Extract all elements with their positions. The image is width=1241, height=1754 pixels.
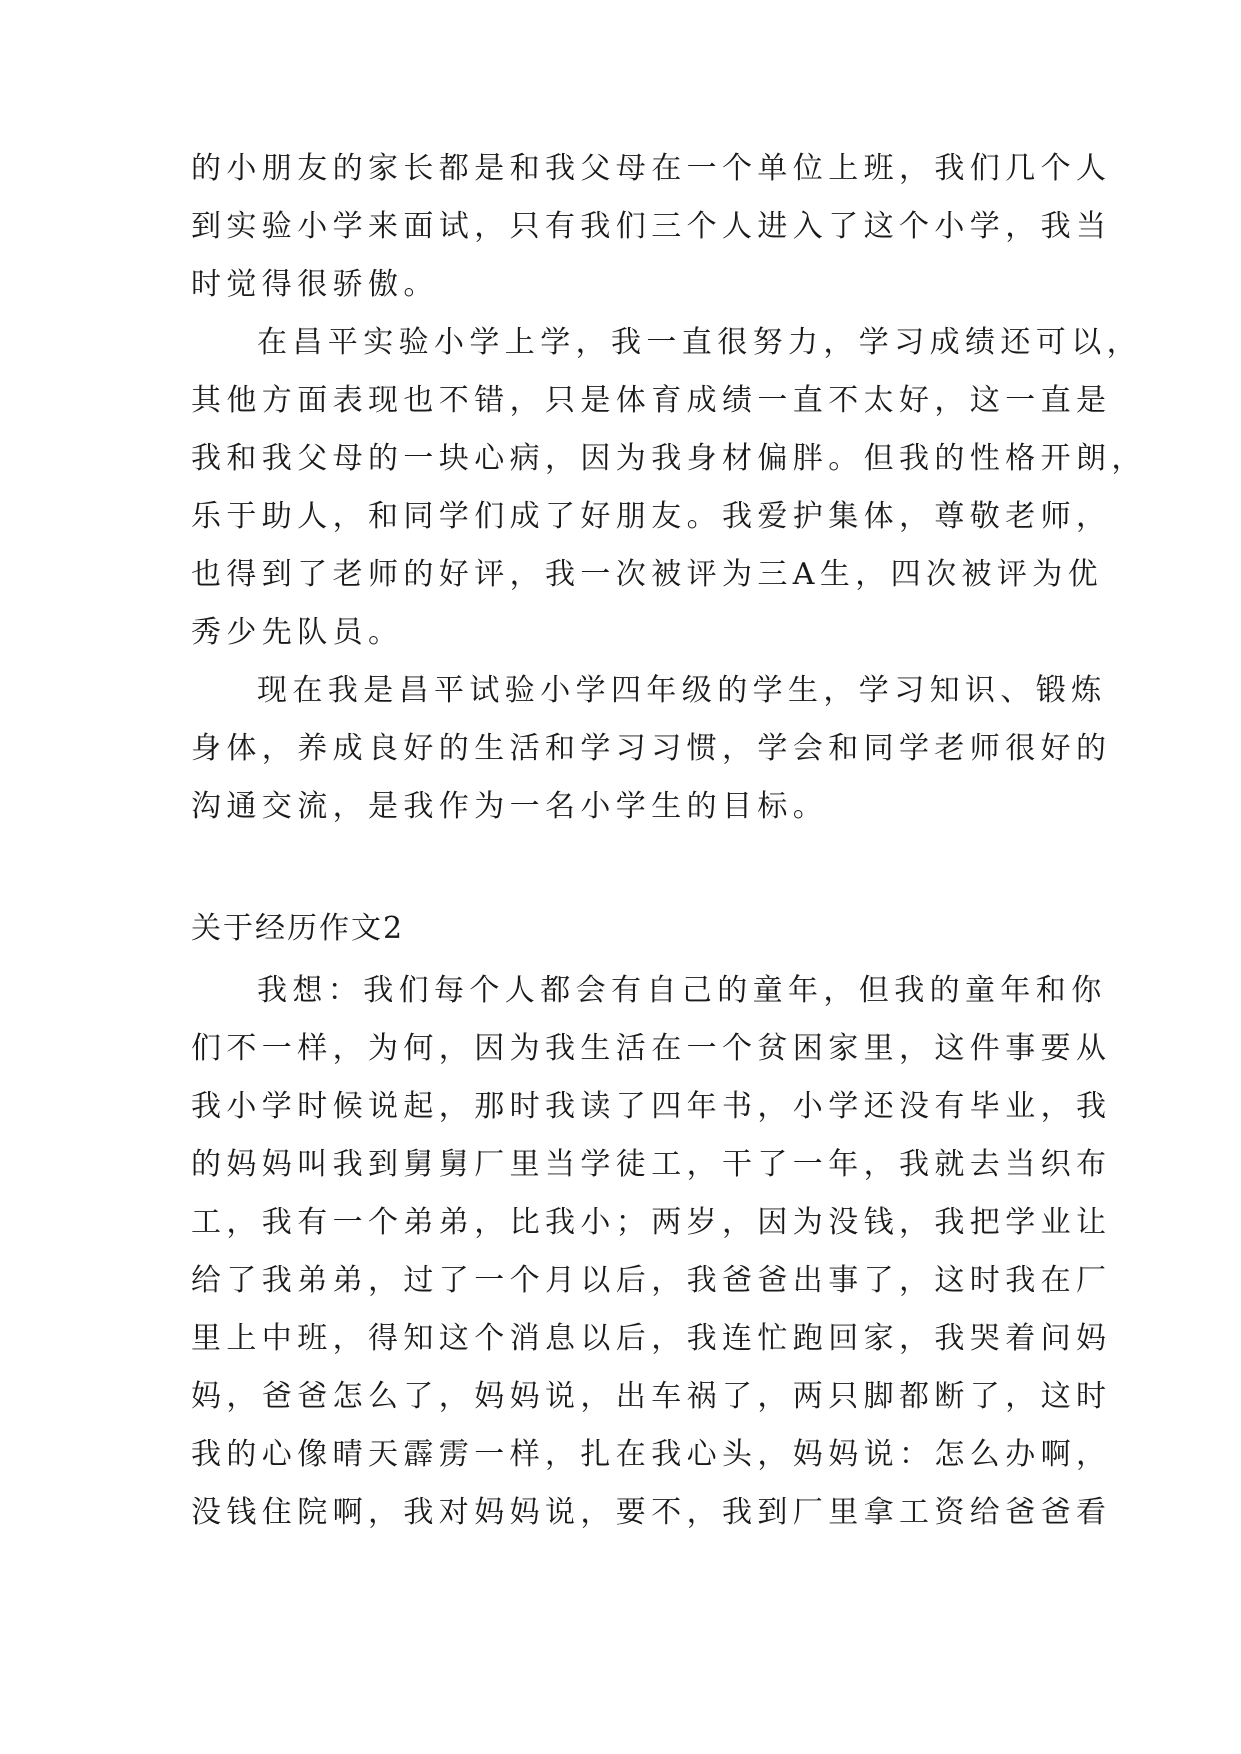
paragraph-first-line: 在昌平实验小学上学，我一直很努力，学习成绩还可以， xyxy=(257,325,1142,360)
text-line: 其他方面表现也不错，只是体育成绩一直不太好，这一直是 xyxy=(191,383,1112,418)
text-line: 时觉得很骄傲。 xyxy=(191,267,439,302)
text-line: 身体，养成良好的生活和学习习惯，学会和同学老师很好的 xyxy=(191,731,1112,766)
text-line: 我和我父母的一块心病，因为我身材偏胖。但我的性格开朗， xyxy=(191,441,1147,476)
paragraph-first-line: 我想：我们每个人都会有自己的童年，但我的童年和你 xyxy=(257,973,1107,1008)
text-line: 的小朋友的家长都是和我父母在一个单位上班，我们几个人 xyxy=(191,151,1112,186)
text-line: 没钱住院啊，我对妈妈说，要不，我到厂里拿工资给爸爸看 xyxy=(191,1495,1112,1530)
text-line: 给了我弟弟，过了一个月以后，我爸爸出事了，这时我在厂 xyxy=(191,1263,1112,1298)
section-heading: 关于经历作文2 xyxy=(191,911,405,946)
text-line: 的妈妈叫我到舅舅厂里当学徒工，干了一年，我就去当织布 xyxy=(191,1147,1112,1182)
text-line: 里上中班，得知这个消息以后，我连忙跑回家，我哭着问妈 xyxy=(191,1321,1112,1356)
text-line: 工，我有一个弟弟，比我小；两岁，因为没钱，我把学业让 xyxy=(191,1205,1112,1240)
text-line: 沟通交流，是我作为一名小学生的目标。 xyxy=(191,789,829,824)
text-line: 我的心像晴天霹雳一样，扎在我心头，妈妈说：怎么办啊， xyxy=(191,1437,1112,1472)
text-line: 妈，爸爸怎么了，妈妈说，出车祸了，两只脚都断了，这时 xyxy=(191,1379,1112,1414)
text-line: 们不一样，为何，因为我生活在一个贫困家里，这件事要从 xyxy=(191,1031,1112,1066)
text-line: 到实验小学来面试，只有我们三个人进入了这个小学，我当 xyxy=(191,209,1112,244)
text-line: 也得到了老师的好评，我一次被评为三A生，四次被评为优 xyxy=(191,557,1104,592)
text-line: 我小学时候说起，那时我读了四年书，小学还没有毕业，我 xyxy=(191,1089,1112,1124)
text-line: 秀少先队员。 xyxy=(191,615,404,650)
paragraph-first-line: 现在我是昌平试验小学四年级的学生，学习知识、锻炼 xyxy=(257,673,1107,708)
text-line: 乐于助人，和同学们成了好朋友。我爱护集体，尊敬老师， xyxy=(191,499,1112,534)
